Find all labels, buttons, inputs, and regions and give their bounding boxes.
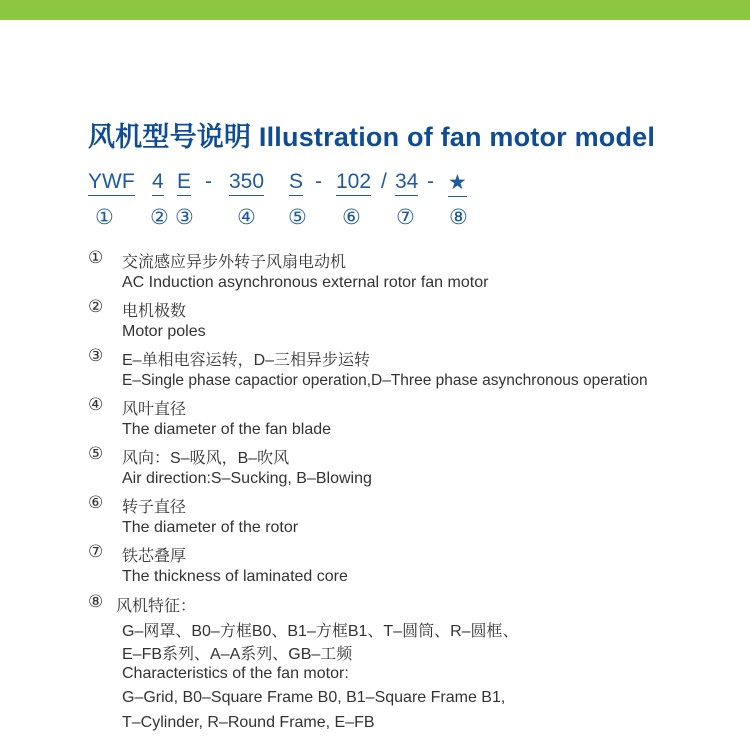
code-part-phase: E [177, 170, 191, 196]
item-4-en: The diameter of the fan blade [122, 421, 332, 438]
item-1-number: ① [88, 248, 104, 268]
code-part-poles: 4 [152, 170, 164, 196]
item-2-number: ② [88, 297, 104, 317]
code-dash: - [427, 170, 434, 193]
code-part-blade: 350 [229, 170, 264, 196]
item-5-number: ⑤ [88, 444, 104, 464]
item-4-number: ④ [88, 395, 104, 415]
item-4-cn: 风叶直径 [122, 401, 187, 418]
code-number-4: ④ [237, 205, 256, 229]
code-part-air: S [289, 170, 303, 196]
code-part-ywf: YWF [88, 170, 135, 196]
code-number-2: ② [150, 205, 169, 229]
item-8-line-5: T–Cylinder, R–Round Frame, E–FB [122, 714, 375, 731]
code-number-8: ⑧ [449, 205, 468, 229]
item-7-cn: 铁芯叠厚 [122, 548, 187, 565]
item-3-en: E–Single phase capactior operation,D–Three phase asynchronous operation [122, 372, 648, 389]
item-2-cn: 电机极数 [122, 303, 187, 320]
code-number-3: ③ [175, 205, 194, 229]
item-5-cn: 风向：S–吸风，B–吹风 [122, 450, 290, 467]
item-6-en: The diameter of the rotor [122, 519, 299, 536]
item-8-line-1: G–网罩、B0–方框B0、B1–方框B1、T–圆筒、R–圆框、 [122, 623, 519, 640]
item-8-line-4: G–Grid, B0–Square Frame B0, B1–Square Frame B1, [122, 689, 506, 706]
code-slash: / [381, 170, 387, 193]
item-8-number: ⑧ [88, 592, 104, 612]
item-5-en: Air direction:S–Sucking, B–Blowing [122, 470, 372, 487]
item-8-line-3: Characteristics of the fan motor: [122, 665, 349, 682]
code-number-1: ① [95, 205, 114, 229]
code-number-7: ⑦ [396, 205, 415, 229]
item-2-en: Motor poles [122, 323, 206, 340]
item-3-number: ③ [88, 346, 104, 366]
star-icon: ★ [448, 170, 467, 197]
code-number-5: ⑤ [288, 205, 307, 229]
code-dash: - [205, 170, 212, 193]
item-7-number: ⑦ [88, 542, 104, 562]
item-8-cn: 风机特征： [116, 598, 197, 615]
item-3-cn: E–单相电容运转，D–三相异步运转 [122, 352, 371, 369]
model-code-diagram [0, 0, 750, 240]
code-number-6: ⑥ [342, 205, 361, 229]
code-part-rotor: 102 [336, 170, 371, 196]
item-1-cn: 交流感应异步外转子风扇电动机 [122, 254, 347, 271]
item-7-en: The thickness of laminated core [122, 568, 348, 585]
item-6-number: ⑥ [88, 493, 104, 513]
item-1-en: AC Induction asynchronous external rotor fan motor [122, 274, 489, 291]
page-title: 风机型号说明 Illustration of fan motor model [88, 122, 656, 152]
item-8-line-2: E–FB系列、A–A系列、GB–工频 [122, 646, 353, 663]
code-dash: - [315, 170, 322, 193]
item-6-cn: 转子直径 [122, 499, 187, 516]
code-part-core: 34 [395, 170, 418, 196]
